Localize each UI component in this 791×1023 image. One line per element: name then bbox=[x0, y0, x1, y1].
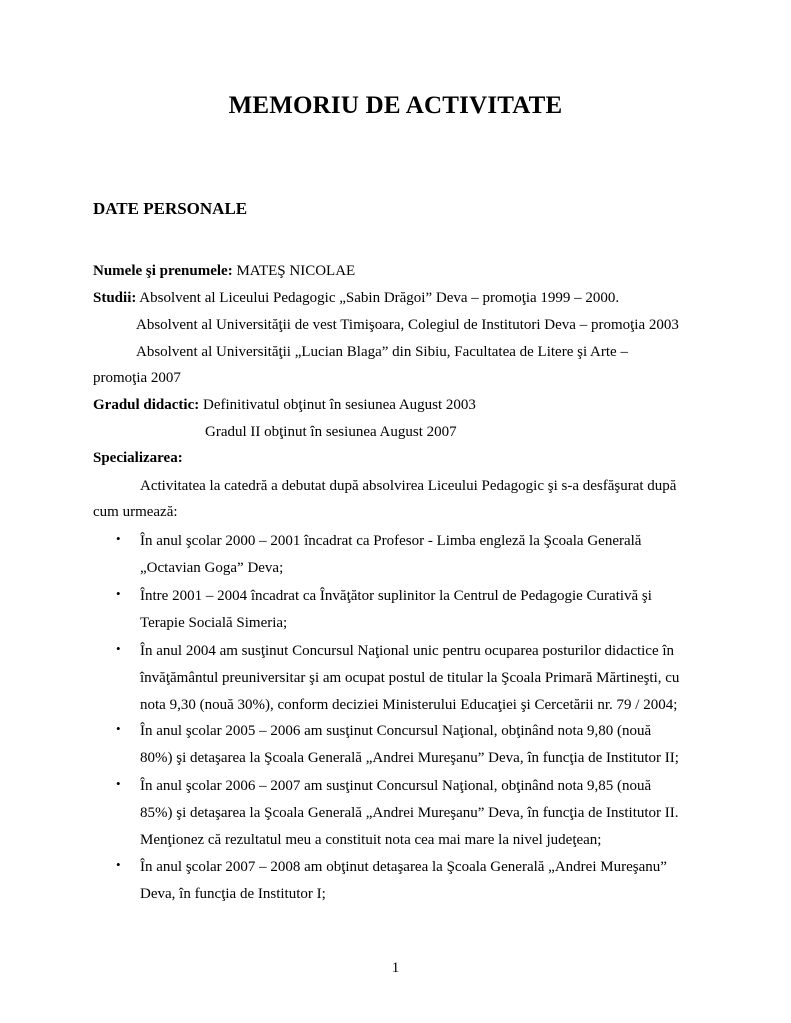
list-item-continued: „Octavian Goga” Deva; bbox=[140, 560, 284, 576]
list-item-continued: Menţionez că rezultatul meu a constituit nota cea mai mare la nivel judeţean; bbox=[140, 832, 602, 848]
name-row bbox=[93, 262, 355, 280]
name-label: Numele şi prenumele: bbox=[93, 263, 233, 279]
list-item: În anul şcolar 2006 – 2007 am susţinut Concursul Naţional, obţinând nota 9,85 (nouă bbox=[140, 778, 652, 794]
bullet-icon: • bbox=[116, 721, 121, 736]
didactic-degree-row bbox=[93, 396, 476, 414]
bullet-icon: • bbox=[116, 586, 121, 601]
page-number: 1 bbox=[391, 960, 400, 976]
list-item-continued: 80%) şi detaşarea la Şcoala Generală „Andrei Mureşanu” Deva, în funcţia de Institutor II; bbox=[140, 750, 679, 766]
didactic-degree-label: Gradul didactic: bbox=[93, 397, 200, 413]
didactic-degree-line-2: Gradul II obţinut în sesiunea August 2007 bbox=[205, 424, 457, 440]
studies-row bbox=[93, 289, 619, 307]
bullet-icon: • bbox=[116, 641, 121, 656]
bullet-icon: • bbox=[116, 857, 121, 872]
list-item: Între 2001 – 2004 încadrat ca Învăţător suplinitor la Centrul de Pedagogie Curativă şi bbox=[140, 588, 652, 604]
name-value: MATEŞ NICOLAE bbox=[236, 263, 356, 279]
list-item-continued: Deva, în funcţia de Institutor I; bbox=[140, 886, 326, 902]
bullet-icon: • bbox=[116, 776, 121, 791]
specialization-intro: Activitatea la catedră a debutat după absolvirea Liceului Pedagogic şi s-a desfăşurat după bbox=[140, 478, 677, 494]
studies-line-3: Absolvent al Universităţii „Lucian Blaga” din Sibiu, Facultatea de Litere şi Arte – bbox=[136, 344, 628, 360]
list-item: În anul 2004 am susţinut Concursul Naţional unic pentru ocuparea posturilor didactice în bbox=[140, 643, 675, 659]
specialization-intro-continued: cum urmează: bbox=[93, 504, 178, 520]
studies-line-2: Absolvent al Universităţii de vest Timişoara, Colegiul de Institutori Deva – promoţia 2003 bbox=[136, 317, 679, 333]
section-heading: DATE PERSONALE bbox=[93, 199, 248, 218]
studies-line-1: Absolvent al Liceului Pedagogic „Sabin Drăgoi” Deva – promoţia 1999 – 2000. bbox=[139, 290, 620, 306]
list-item: În anul şcolar 2000 – 2001 încadrat ca Profesor - Limba engleză la Şcoala Generală bbox=[140, 533, 642, 549]
list-item-continued: nota 9,30 (nouă 30%), conform deciziei Ministerului Educaţiei şi Cercetării nr. 79 / 2004; bbox=[140, 697, 678, 713]
didactic-degree-line-1: Definitivatul obţinut în sesiunea August 2003 bbox=[203, 397, 476, 413]
document-title: MEMORIU DE ACTIVITATE bbox=[228, 92, 563, 119]
studies-label: Studii: bbox=[93, 290, 137, 306]
list-item-continued: 85%) şi detaşarea la Şcoala Generală „Andrei Mureşanu” Deva, în funcţia de Institutor II. bbox=[140, 805, 679, 821]
list-item-continued: Terapie Socială Simeria; bbox=[140, 615, 288, 631]
studies-line-3-continued: promoţia 2007 bbox=[93, 370, 181, 386]
list-item: În anul şcolar 2007 – 2008 am obţinut detaşarea la Şcoala Generală „Andrei Mureşanu” bbox=[140, 859, 667, 875]
list-item-continued: învăţământul preuniversitar şi am ocupat postul de titular la Şcoala Primară Mărtineşti, cu bbox=[140, 670, 680, 686]
specialization-label: Specializarea: bbox=[93, 450, 183, 466]
list-item: În anul şcolar 2005 – 2006 am susţinut Concursul Naţional, obţinând nota 9,80 (nouă bbox=[140, 723, 652, 739]
bullet-icon: • bbox=[116, 531, 121, 546]
